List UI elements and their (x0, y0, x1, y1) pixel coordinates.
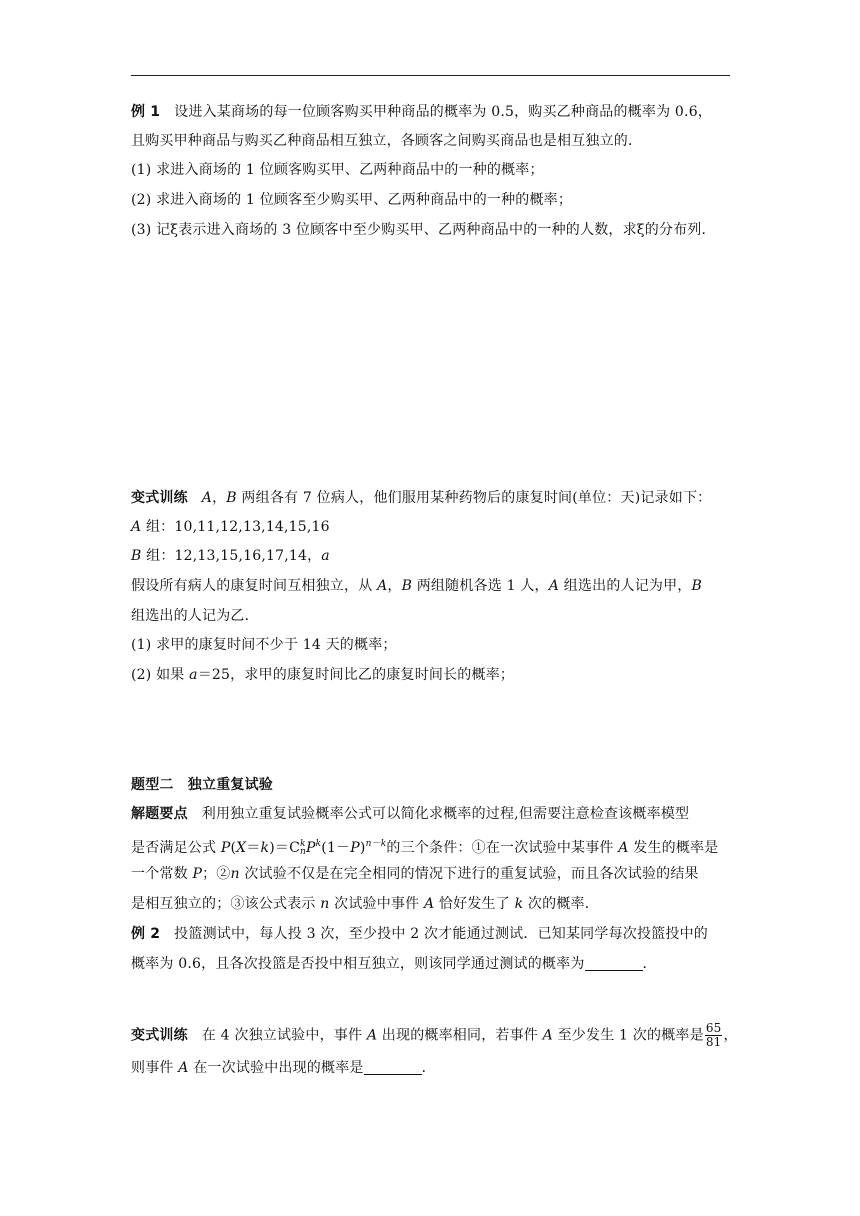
group-a-values: 组：10,11,12,13,14,15,16 (141, 519, 330, 535)
var-a: a (189, 667, 198, 683)
variant1-q1-text: (1) 求甲的康复时间不少于 14 天的概率； (131, 637, 397, 653)
example1-question1 (131, 160, 731, 180)
text: 利用独立重复试验概率公式可以简化求概率的过程,但需要注意检查该概率模型 (201, 806, 690, 822)
var: A (618, 840, 629, 856)
example1-line2 (131, 131, 731, 151)
var: k (514, 896, 524, 912)
group-b-data (131, 546, 731, 566)
text: ． (642, 956, 657, 972)
section-heading (131, 775, 731, 795)
example2-line2 (131, 954, 731, 974)
text: ＝25，求甲的康复时间比乙的康复时间长的概率； (197, 667, 515, 683)
variant2-label: 变式训练 (131, 1027, 188, 1044)
superscript: n－k (365, 839, 387, 849)
superscript: k (315, 839, 322, 849)
var: A (366, 1027, 378, 1044)
subscript: n (300, 847, 306, 857)
text: 在 4 次独立试验中，事件 (201, 1027, 367, 1044)
variant1-question1 (131, 635, 731, 655)
text: 是否满足公式 (131, 840, 221, 856)
variant1-label: 变式训练 (131, 490, 188, 506)
var-B: B (691, 578, 703, 594)
example1-label: 例 1 (131, 104, 161, 120)
variant2-line1 (131, 1021, 738, 1049)
example1-q3-text: (3) 记ξ表示进入商场的 3 位顾客中至少购买甲、乙两种商品中的一种的人数，求ξ的分布列． (131, 222, 716, 238)
variant1-line1 (131, 488, 731, 508)
variant1-assumption-line2 (131, 606, 731, 626)
example1-question2 (131, 190, 731, 210)
var-A: A (201, 490, 213, 506)
example2-label: 例 2 (131, 926, 161, 942)
example1-text-2: 且购买甲种商品与购买乙种商品相互独立，各顾客之间购买商品也是相互独立的． (131, 133, 643, 149)
group-b-values: 组：12,13,15,16,17,14， (141, 548, 322, 564)
text: (2) 如果 (131, 667, 190, 683)
var: X (236, 840, 247, 856)
var: A (423, 896, 435, 912)
fraction-numerator: 65 (705, 1021, 722, 1035)
example1-q2-text: (2) 求进入商场的 1 位顾客至少购买甲、乙两种商品中的一种的概率； (131, 192, 573, 208)
text: 发生的概率是 (628, 840, 719, 856)
var: A (178, 1060, 189, 1076)
fraction (705, 1022, 723, 1049)
text: ( (230, 840, 237, 856)
text: 在一次试验中出现的概率是 (188, 1060, 364, 1076)
var-A: A (131, 519, 142, 535)
var: P (220, 840, 231, 856)
var: P (192, 866, 203, 882)
example1-text-1: 设进入某商场的每一位顾客购买甲种商品的概率为 0.5，购买乙种商品的概率为 0.6， (174, 104, 712, 120)
variant2-line2 (131, 1058, 731, 1078)
text: 至少发生 1 次的概率是 (552, 1027, 704, 1044)
example1-q1-text: (1) 求进入商场的 1 位顾客购买甲、乙两种商品中的一种的概率； (131, 162, 544, 178)
example1-question3 (131, 220, 731, 240)
key-points-line1 (131, 804, 731, 824)
var-B: B (226, 490, 237, 506)
var: n (230, 866, 240, 882)
text: 次的概率． (523, 896, 599, 912)
header-rule (131, 75, 730, 76)
text: 的三个条件：①在一次试验中某事件 (386, 840, 619, 856)
var: P (350, 840, 360, 856)
key-points-line2 (131, 834, 731, 858)
text: (1－ (321, 840, 351, 856)
key-points-line3 (131, 864, 731, 884)
var-A: A (377, 578, 388, 594)
var: P (306, 840, 316, 856)
text: 组选出的人记为甲， (559, 578, 692, 594)
superscript: k (300, 839, 306, 849)
var-a: a (321, 548, 330, 564)
variant1-assumption-line1 (131, 576, 731, 596)
group-a-data (131, 517, 731, 537)
text: 组选出的人记为乙． (131, 608, 259, 624)
text: )＝C (269, 840, 300, 856)
var: n (320, 896, 330, 912)
text: 恰好发生了 (434, 896, 515, 912)
text: ， (212, 490, 227, 506)
text: 是相互独立的；③该公式表示 (131, 896, 321, 912)
answer-blank[interactable] (364, 1060, 422, 1075)
var: A (542, 1027, 553, 1044)
text: 假设所有病人的康复时间互相独立，从 (131, 578, 378, 594)
variant1-question2 (131, 665, 731, 685)
text: ；② (202, 866, 231, 882)
key-points-line4 (131, 894, 731, 914)
key-points-label: 解题要点 (131, 806, 188, 822)
text: ． (421, 1060, 436, 1076)
var-B: B (401, 578, 413, 594)
fraction-denominator: 81 (705, 1035, 722, 1049)
text: 则事件 (131, 1060, 179, 1076)
text: ， (387, 578, 402, 594)
text: 次试验中事件 (329, 896, 424, 912)
text: 投篮测试中，每人投 3 次，至少投中 2 次才能通过测试．已知某同学每次投篮投中的 (174, 926, 708, 942)
text: ＝ (246, 840, 261, 856)
text: 出现的概率相同，若事件 (377, 1027, 543, 1044)
example2-line1 (131, 924, 731, 944)
section-heading-text: 题型二 独立重复试验 (131, 777, 273, 793)
text: 一个常数 (131, 866, 193, 882)
var-B: B (131, 548, 142, 564)
text: 次试验不仅是在完全相同的情况下进行的重复试验，而且各次试验的结果 (239, 866, 699, 882)
var: k (260, 840, 270, 856)
var-A: A (548, 578, 560, 594)
text: 概率为 0.6，且各次投篮是否投中相互独立，则该同学通过测试的概率为 (131, 956, 585, 972)
answer-blank[interactable] (585, 956, 643, 971)
text: ， (723, 1027, 738, 1044)
text: ) (359, 840, 366, 856)
text: 两组随机各选 1 人， (412, 578, 549, 594)
example1-line1 (131, 102, 731, 122)
variant1-text-1: 两组各有 7 位病人，他们服用某种药物后的康复时间(单位：天)记录如下： (236, 490, 712, 506)
